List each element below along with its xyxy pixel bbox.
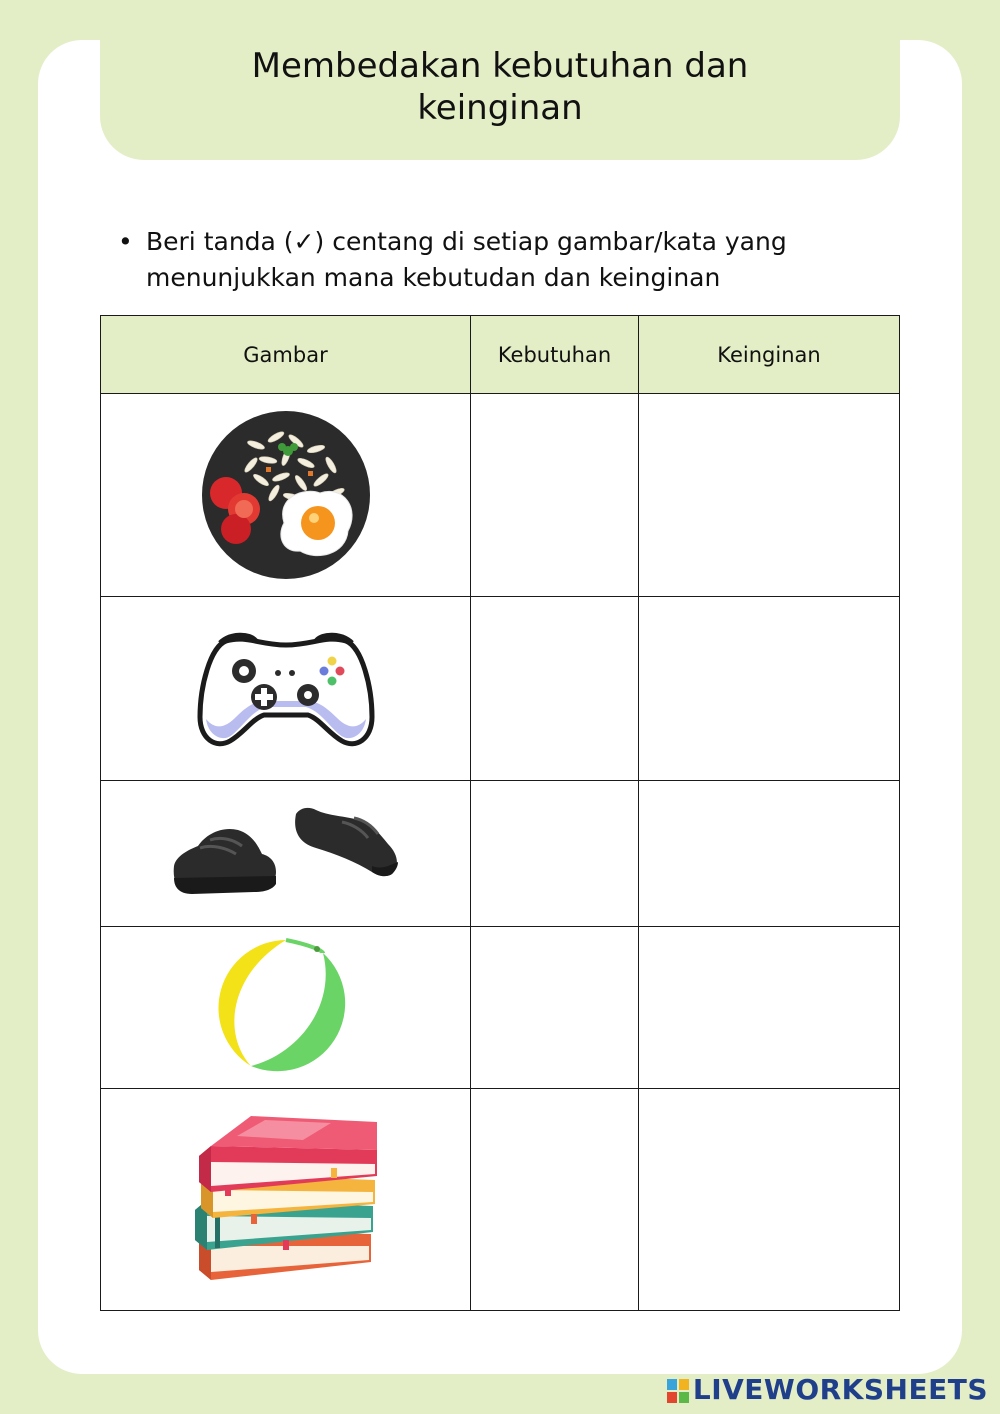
rice-plate-icon: [196, 405, 376, 585]
table-row: [101, 927, 900, 1089]
shoes-icon: [166, 804, 406, 904]
worksheet-title-line-2: keinginan: [417, 88, 583, 128]
books-stack-icon: [191, 1112, 381, 1288]
table-row: [101, 781, 900, 927]
keinginan-check-cell[interactable]: [639, 927, 900, 1089]
kebutuhan-check-cell[interactable]: [471, 927, 639, 1089]
picture-cell: [101, 927, 471, 1089]
bullet-point: •: [118, 227, 133, 256]
header-keinginan: Keinginan: [639, 316, 900, 394]
picture-cell: [101, 781, 471, 927]
kebutuhan-check-cell[interactable]: [471, 597, 639, 781]
instruction-text: Beri tanda (✓) centang di setiap gambar/kata yang menunjukkan mana kebutudan dan keinginan: [146, 227, 787, 292]
title-banner: [100, 40, 900, 160]
table-row: [101, 597, 900, 781]
liveworksheets-logo: [667, 1374, 988, 1406]
header-kebutuhan: Kebutuhan: [471, 316, 639, 394]
table-row: [101, 394, 900, 597]
header-gambar: Gambar: [101, 316, 471, 394]
kebutuhan-check-cell[interactable]: [471, 781, 639, 927]
keinginan-check-cell[interactable]: [639, 781, 900, 927]
picture-cell: [101, 1089, 471, 1311]
worksheet-title-line-1: Membedakan kebutuhan dan: [251, 46, 749, 86]
brand-name: LIVEWORKSHEETS: [692, 1373, 988, 1406]
table-row: [101, 1089, 900, 1311]
table-header-row: [101, 316, 900, 394]
answer-table: [100, 315, 900, 1311]
beach-ball-icon: [211, 933, 361, 1083]
kebutuhan-check-cell[interactable]: [471, 1089, 639, 1311]
keinginan-check-cell[interactable]: [639, 394, 900, 597]
game-controller-icon: [196, 627, 376, 751]
keinginan-check-cell[interactable]: [639, 1089, 900, 1311]
picture-cell: [101, 597, 471, 781]
instruction: [118, 224, 898, 296]
liveworksheets-mark-icon: [667, 1379, 689, 1403]
kebutuhan-check-cell[interactable]: [471, 394, 639, 597]
keinginan-check-cell[interactable]: [639, 597, 900, 781]
picture-cell: [101, 394, 471, 597]
